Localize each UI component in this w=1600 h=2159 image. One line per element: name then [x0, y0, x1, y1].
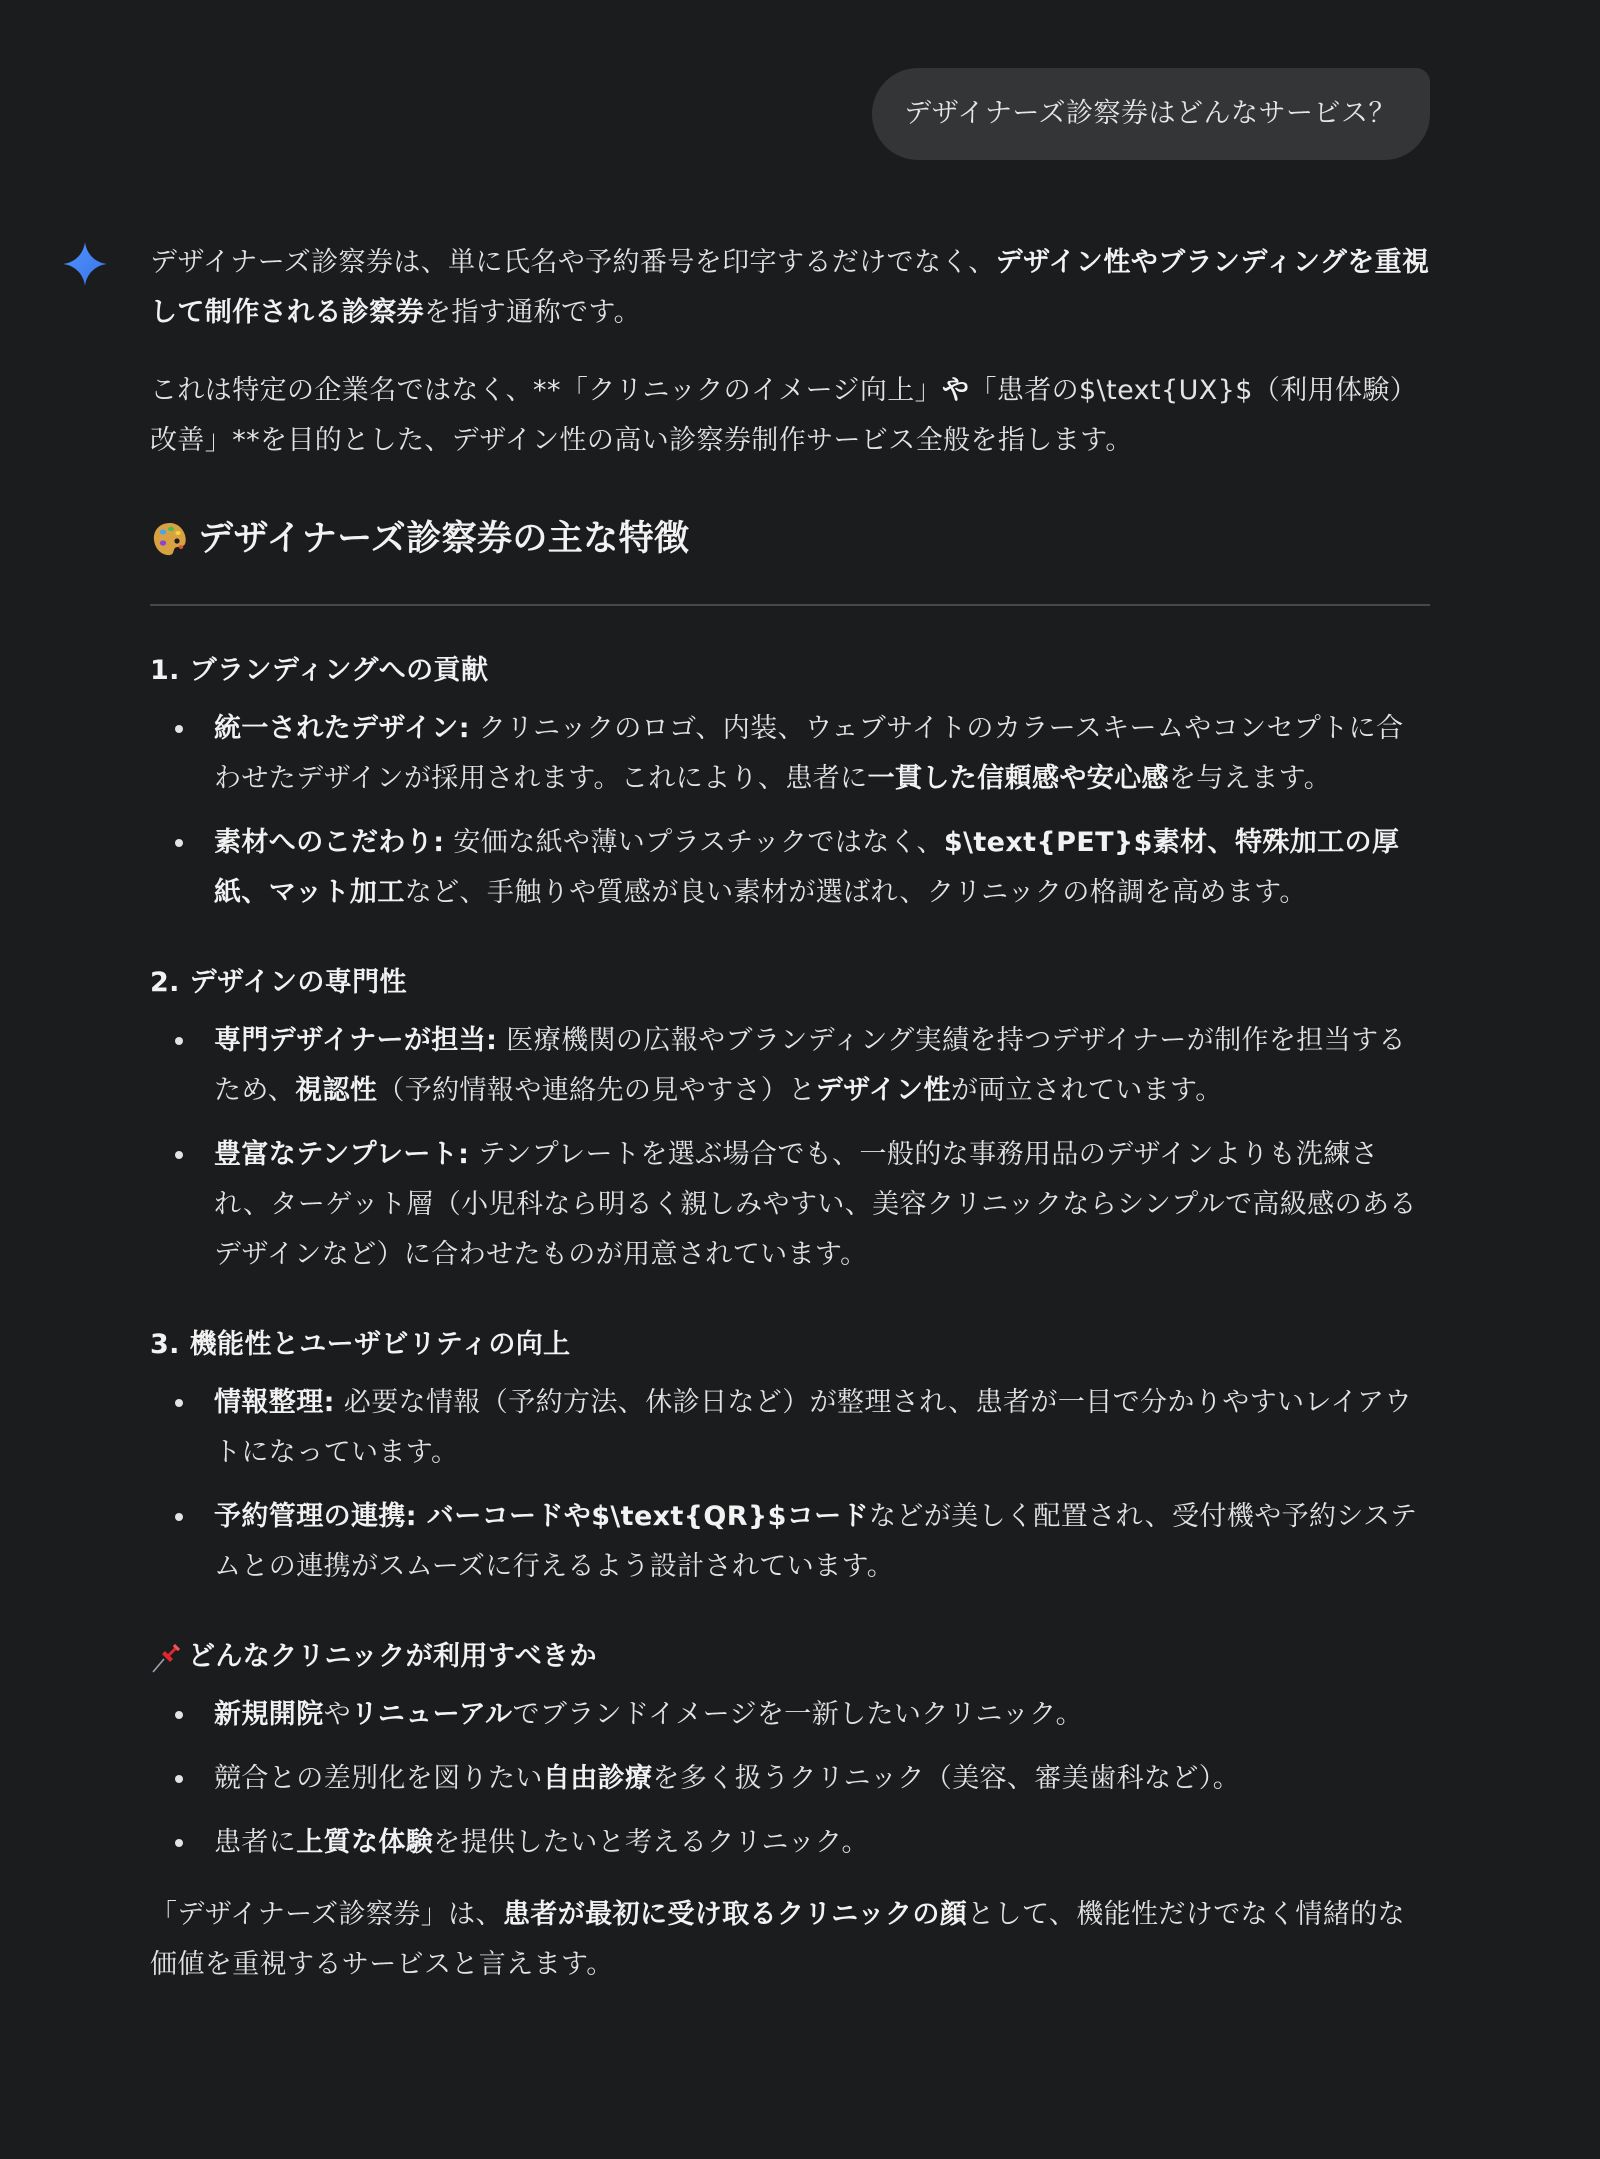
clinic-heading-text: どんなクリニックが利用すべきか	[188, 1641, 597, 1672]
text-run: クリニックのロゴ、内装、ウェブサイトのカラースキームやコンセプトに合わせたデザインが採用されます。これにより、患者に	[214, 713, 1404, 794]
bold-text: デザイン性	[815, 1075, 951, 1106]
bold-text: $\text{PET}$素材、特殊加工の厚紙、マット加工	[214, 827, 1400, 908]
gemini-sparkle-icon	[63, 242, 107, 286]
assistant-response	[150, 238, 1430, 2018]
clinic-list	[150, 1690, 1430, 1868]
pushpin-icon	[150, 1640, 184, 1674]
bold-text: 一貫した信頼感や安心感	[867, 763, 1169, 794]
intro-paragraph	[150, 238, 1430, 338]
list-item	[150, 1754, 1430, 1804]
feature-section-title: 2. デザインの専門性	[150, 967, 407, 998]
bold-text: 予約管理の連携: バーコードや$\text{QR}$コード	[214, 1501, 869, 1532]
feature-section-2	[150, 958, 1430, 1280]
bold-text: や	[942, 375, 970, 406]
text-run: などが美しく配置され、受付機や予約システムとの連携がスムーズに行えるよう設計されています。	[214, 1501, 1418, 1582]
text-run: 競合との差別化を図りたい	[214, 1763, 543, 1794]
feature-list	[150, 1378, 1430, 1592]
text-run: など、手触りや質感が良い素材が選ばれ、クリニックの格調を高めます。	[404, 877, 1307, 908]
text-run: （予約情報や連絡先の見やすさ）と	[377, 1075, 816, 1106]
features-heading-text: デザイナーズ診察券の主な特徴	[198, 519, 690, 559]
text-run: 安価な紙や薄いプラスチックではなく、	[444, 827, 944, 858]
conclusion-paragraph	[150, 1890, 1430, 1990]
bold-text: 視認性	[295, 1075, 378, 1106]
feature-section-title: 1. ブランディングへの貢献	[150, 655, 489, 686]
bold-text: 豊富なテンプレート:	[214, 1139, 470, 1170]
text-run: を多く扱うクリニック（美容、審美歯科など）。	[652, 1763, 1241, 1794]
features-heading	[150, 514, 1430, 564]
list-item	[150, 1492, 1430, 1592]
text-run: 必要な情報（予約方法、休診日など）が整理され、患者が一目で分かりやすいレイアウトになっています。	[214, 1387, 1412, 1468]
feature-section-3	[150, 1320, 1430, 1592]
bold-text: リニューアル	[351, 1699, 513, 1730]
text-run: デザイナーズ診察券は、単に氏名や予約番号を印字するだけでなく、	[150, 247, 996, 278]
feature-section-title: 3. 機能性とユーザビリティの向上	[150, 1329, 571, 1360]
bold-text: 統一されたデザイン:	[214, 713, 470, 744]
bold-text: 情報整理:	[214, 1387, 335, 1418]
user-message-bubble: デザイナーズ診察券はどんなサービス？	[872, 68, 1430, 160]
text-run: として、機能性だけでなく情緒的な価値を重視するサービスと言えます。	[150, 1899, 1406, 1980]
list-item	[150, 1690, 1430, 1740]
bold-text: 上質な体験	[296, 1827, 434, 1858]
section-divider	[150, 604, 1430, 606]
text-run: 「患者の$\text{UX}$（利用体験）改善」**を目的とした、デザイン性の高い診察券制作サービス全般を指します。	[150, 375, 1418, 456]
artist-palette-icon	[150, 519, 190, 559]
bold-text: 自由診療	[542, 1763, 653, 1794]
text-run: 医療機関の広報やブランディング実績を持つデザイナーが制作を担当するため、	[214, 1025, 1406, 1106]
user-message-row	[872, 68, 1430, 160]
list-item	[150, 704, 1430, 804]
bold-text: 新規開院	[214, 1699, 324, 1730]
text-run: 患者に	[214, 1827, 297, 1858]
bold-text: 専門デザイナーが担当:	[214, 1025, 498, 1056]
text-run: を指す通称です。	[424, 297, 642, 328]
list-item	[150, 1378, 1430, 1478]
bold-text: デザイン性やブランディングを重視して制作される診察券	[150, 247, 1430, 328]
text-run: これは特定の企業名ではなく、**「クリニックのイメージ向上」	[150, 375, 943, 406]
text-run: を提供したいと考えるクリニック。	[433, 1827, 869, 1858]
list-item	[150, 818, 1430, 918]
intro-paragraph	[150, 366, 1430, 466]
list-item	[150, 1130, 1430, 1280]
bold-text: 患者が最初に受け取るクリニックの顔	[502, 1899, 968, 1930]
text-run: を与えます。	[1168, 763, 1332, 794]
list-item	[150, 1818, 1430, 1868]
text-run: や	[323, 1699, 352, 1730]
text-run: でブランドイメージを一新したいクリニック。	[512, 1699, 1083, 1730]
feature-list	[150, 1016, 1430, 1280]
feature-section-1	[150, 646, 1430, 918]
feature-list	[150, 704, 1430, 918]
text-run: テンプレートを選ぶ場合でも、一般的な事務用品のデザインよりも洗練され、ターゲット層（小児科なら明るく親しみやすい、美容クリニックならシンプルで高級感のあるデザインなど）に合わせたものが用意されています。	[214, 1139, 1417, 1270]
text-run: 「デザイナーズ診察券」は、	[150, 1899, 503, 1930]
text-run: が両立されています。	[950, 1075, 1223, 1106]
bold-text: 素材へのこだわり:	[214, 827, 445, 858]
list-item	[150, 1016, 1430, 1116]
clinic-heading	[150, 1632, 1430, 1682]
